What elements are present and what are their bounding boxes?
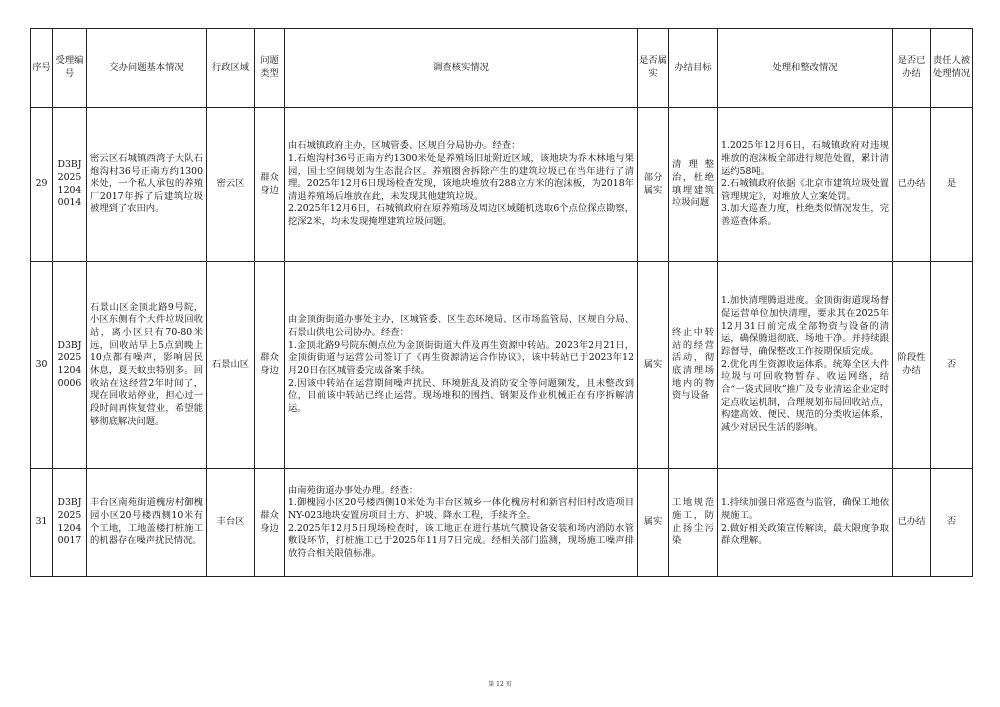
header-row [31, 29, 973, 108]
cell-id: D3BJ202512040017 [53, 469, 87, 577]
header-district: 行政区域 [207, 29, 255, 108]
cell-problem: 丰台区南苑街道槐房村御槐园小区20号楼西侧10米有个工地，工地盖楼打桩施工的机器存在噪声扰民情况。 [87, 469, 207, 577]
cell-type: 群众身边 [255, 262, 285, 469]
header-closed: 是否已办结 [893, 29, 931, 108]
cell-verified: 部分属实 [638, 108, 669, 262]
investigation-line: 由金顶街街道办事处主办，区城管委、区生态环境局、区市场监管局、区规自分局、石景山供电公司协办。经查： [288, 314, 634, 339]
cell-investigation [285, 469, 638, 577]
cell-closed: 阶段性办结 [893, 262, 931, 469]
header-investigation: 调查核实情况 [285, 29, 638, 108]
page-number: 第 12 页 [488, 681, 512, 688]
cell-accountability: 是 [931, 108, 973, 262]
cell-goal: 清理整治，杜绝填埋建筑垃圾问题 [669, 108, 718, 262]
cell-verified: 属实 [638, 262, 669, 469]
cell-problem: 石景山区金顶北路9号院，小区东侧有个大件垃圾回收站，离小区只有70-80米远，回收站早上5点到晚上10点都有噪声，影响居民休息，夏天蚊虫特别多。回收站在这经营2年时间了，现在回收站停业，担心过一段时间再恢复营业，希望能够彻底解决问题。 [87, 262, 207, 469]
header-type: 问题类型 [255, 29, 285, 108]
header-verified: 是否属实 [638, 29, 669, 108]
header-rectification: 处理和整改情况 [718, 29, 893, 108]
investigation-line: 1.金顶北路9号院东侧点位为金顶街街道大件及再生资源中转站。2023年2月21日，金顶街街道与运营公司签订了《再生资源清运合作协议》，该中转站已于2023年12月20日在区城管委完成备案手续。 [288, 339, 634, 376]
rectification-line: 1.加快清理腾退进度。金顶街街道现场督促运营单位加快清理，要求其在2025年12月31日前完成全部物资与设备的清运，确保腾退彻底、场地干净。并持续跟踪督导，确保整改工作按期保质完成。 [721, 295, 889, 358]
cell-district: 密云区 [207, 108, 255, 262]
cell-seq: 29 [31, 108, 53, 262]
cell-investigation [285, 262, 638, 469]
cell-type: 群众身边 [255, 108, 285, 262]
cell-investigation [285, 108, 638, 262]
cell-closed: 已办结 [893, 108, 931, 262]
investigation-line: 由石城镇政府主办，区城管委、区规自分局协办。经查： [288, 140, 521, 152]
rectification-line: 3.加大巡查力度，杜绝类似情况发生，完善巡查体系。 [721, 203, 889, 228]
cell-verified: 属实 [638, 469, 669, 577]
header-seq: 序号 [31, 29, 53, 108]
rectification-line: 2.做好相关政策宣传解读，最大限度争取群众理解。 [721, 522, 889, 547]
cell-district: 石景山区 [207, 262, 255, 469]
table-row [31, 262, 973, 469]
rectification-line: 1.2025年12月6日，石城镇政府对违规堆放的泡沫板全部进行规范处置，累计清运约58吨。 [721, 140, 889, 177]
cell-seq: 30 [31, 262, 53, 469]
investigation-line: 2.2025年12月5日现场检查时，该工地正在进行基坑气膜设备安装和场内消防水管敷设环节，打桩施工已于2025年11月7日完成。经相关部门监测，现场施工噪声排放符合相关限值标准。 [288, 522, 634, 559]
header-problem: 交办问题基本情况 [87, 29, 207, 108]
cell-id: D3BJ202512040014 [53, 108, 87, 262]
cell-rectification [718, 262, 893, 469]
cell-rectification [718, 469, 893, 577]
rectification-line: 1.持续加强日常巡查与监管，确保工地依规施工。 [721, 497, 889, 521]
header-id: 受理编号 [53, 29, 87, 108]
header-goal: 办结目标 [669, 29, 718, 108]
cell-goal: 终止中转站的经营活动，彻底清理场地内的物资与设备 [669, 262, 718, 469]
investigation-line: 1.石炮沟村36号正南方约1300米处是养殖场旧址附近区域，该地块为乔木林地与果园，国土空间规划为生态混合区。养殖圈舍拆除产生的建筑垃圾已在当年进行了清理。2025年12月6日现场检查发现，该地块堆放有288立方米的泡沫板，为2018年清退养殖场后堆放在此，未发现其他建筑垃圾。 [288, 152, 634, 202]
cell-goal: 工地规范施工，防止扬尘污染 [669, 469, 718, 577]
cell-accountability: 否 [931, 262, 973, 469]
cell-id: D3BJ202512040006 [53, 262, 87, 469]
cell-accountability: 否 [931, 469, 973, 577]
rectification-line: 2.石城镇政府依据《北京市建筑垃圾处置管理规定》，对堆放人立案处罚。 [721, 178, 889, 202]
investigation-line: 1.御槐园小区20号楼西侧10米处为丰台区城乡一体化槐房村和新宫村旧村改造项目NY-023地块安置房项目土方、护坡、降水工程，手续齐全。 [288, 497, 634, 521]
table-row [31, 108, 973, 262]
cell-type: 群众身边 [255, 469, 285, 577]
header-accountability: 责任人被处理情况 [931, 29, 973, 108]
cell-district: 丰台区 [207, 469, 255, 577]
cell-rectification [718, 108, 893, 262]
cell-closed: 已办结 [893, 469, 931, 577]
investigation-line: 由南苑街道办事处办理。经查： [288, 484, 419, 496]
report-table [30, 28, 973, 577]
rectification-line: 2.优化再生资源收运体系。统筹全区大件垃圾与可回收物暂存、收运网络，结合“一袋式回收”推广及专业清运企业定时定点收运机制，合理规划布局回收站点，构建高效、便民、规范的分类收运体系，减少对居民生活的影响。 [721, 358, 889, 433]
cell-problem: 密云区石城镇西湾子大队石炮沟村36号正南方约1300米处，一个私人承包的养殖厂2017年拆了后建筑垃圾被埋到了农田内。 [87, 108, 207, 262]
investigation-line: 2.2025年12月6日，石城镇政府在原养殖场及周边区域随机选取6个点位探点勘察，挖深2米，均未发现掩埋建筑垃圾问题。 [288, 203, 634, 228]
investigation-line: 2.因该中转站在运营期间噪声扰民、环境脏乱及消防安全等问题频发，且未整改到位，目前该中转站已终止运营。现场堆积的围挡、钢架及作业机械正在有序拆解清运。 [288, 377, 634, 414]
table-row [31, 469, 973, 577]
cell-seq: 31 [31, 469, 53, 577]
